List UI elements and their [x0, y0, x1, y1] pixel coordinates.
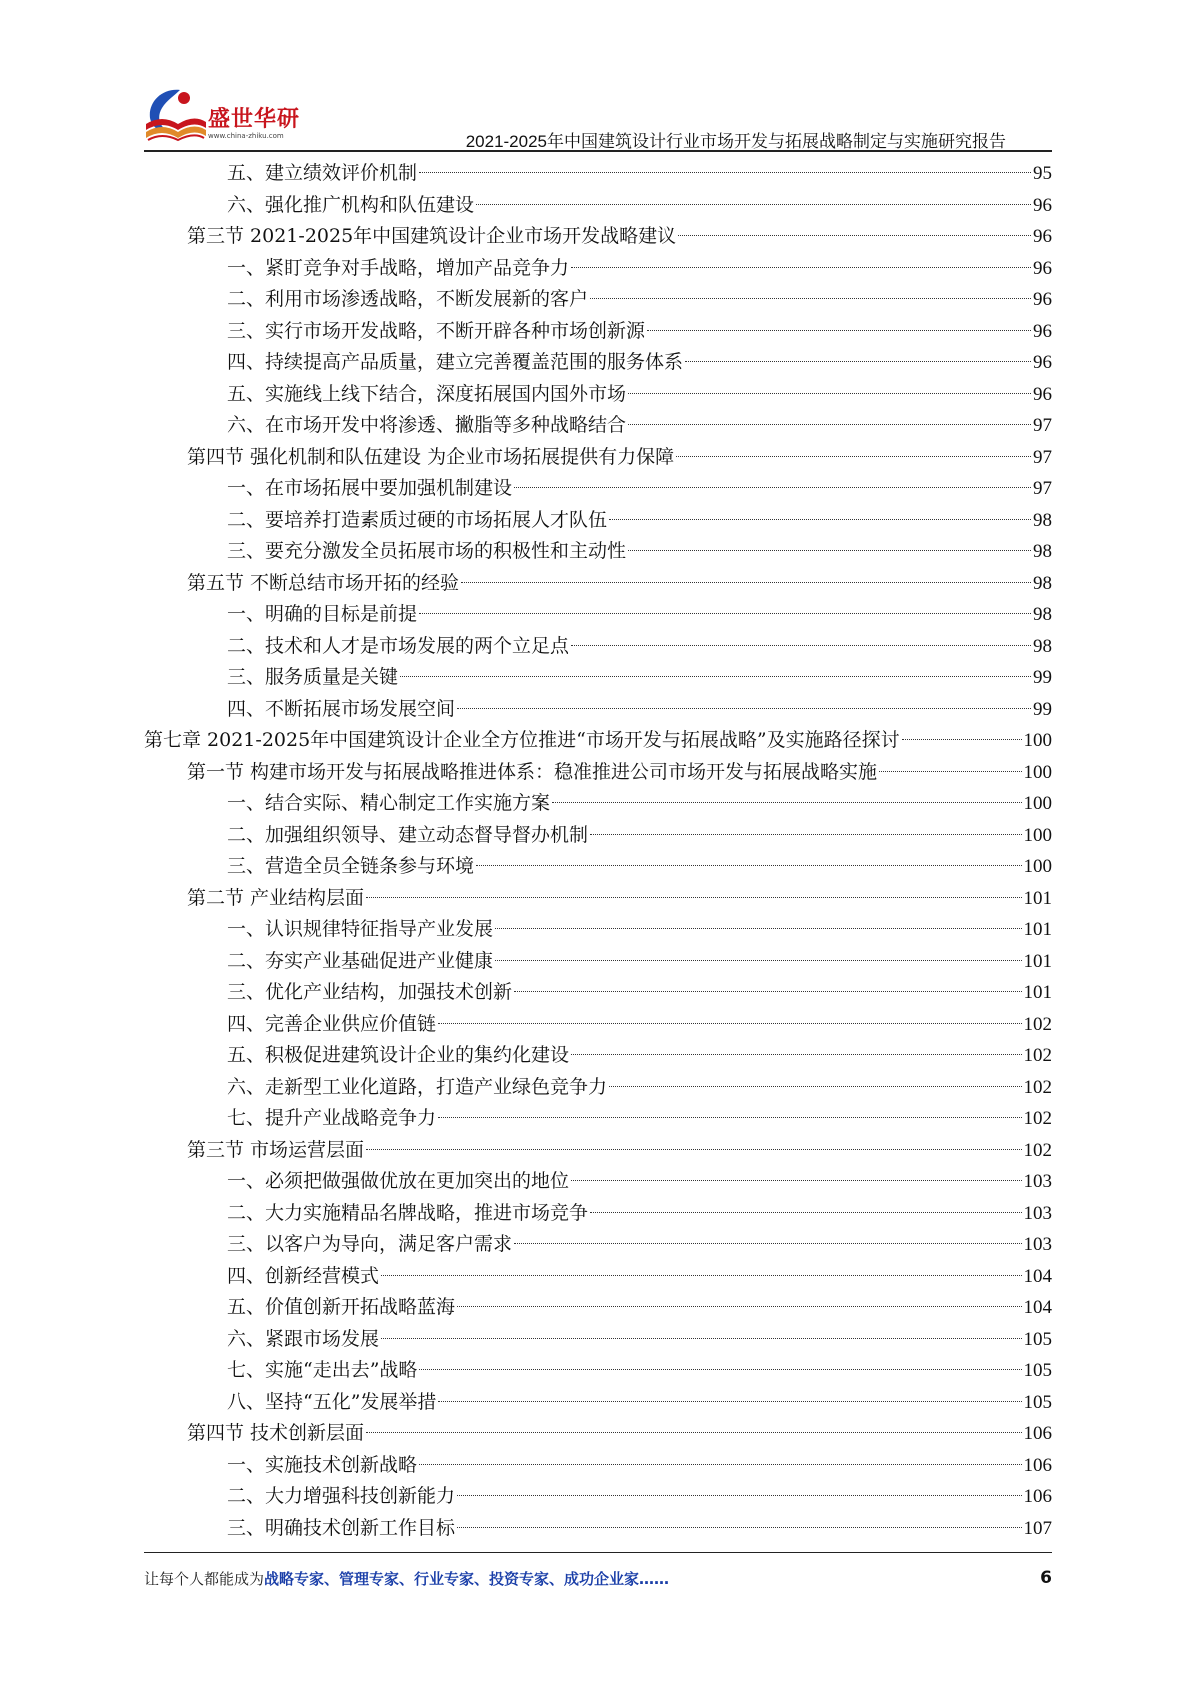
toc-leader-dots [571, 1180, 1021, 1181]
toc-entry[interactable] [144, 1418, 1052, 1450]
toc-entry[interactable] [144, 599, 1052, 631]
toc-entry-page: 95 [1033, 163, 1052, 184]
toc-entry[interactable] [144, 757, 1052, 789]
toc-entry-title: 四、持续提高产品质量，建立完善覆盖范围的服务体系 [227, 351, 684, 373]
toc-entry-page: 105 [1023, 1360, 1052, 1381]
toc-entry-title: 五、建立绩效评价机制 [227, 162, 418, 184]
toc-entry-page: 100 [1023, 793, 1052, 814]
toc-entry-page: 102 [1023, 1013, 1052, 1035]
toc-entry-title: 一、必须把做强做优放在更加突出的地位 [227, 1170, 570, 1192]
toc-entry-title: 二、夯实产业基础促进产业健康 [227, 949, 494, 972]
page-number: 6 [1040, 1568, 1052, 1588]
page-header [140, 80, 1052, 150]
toc-leader-dots [514, 1243, 1021, 1244]
toc-entry-page: 101 [1023, 919, 1052, 940]
toc-entry[interactable] [144, 1072, 1052, 1104]
toc-entry[interactable] [144, 694, 1052, 726]
toc-entry-title: 六、紧跟市场发展 [227, 1327, 380, 1350]
toc-entry-title: 六、强化推广机构和队伍建设 [227, 193, 475, 216]
toc-entry-page: 96 [1033, 352, 1052, 373]
toc-entry-title: 第二节 产业结构层面 [187, 886, 365, 909]
toc-entry[interactable] [144, 1513, 1052, 1545]
toc-leader-dots [419, 172, 1031, 173]
report-title: 2021-2025年中国建筑设计行业市场开发与拓展战略制定与实施研究报告 [465, 132, 1006, 151]
toc-entry-page: 100 [1023, 856, 1052, 877]
toc-entry[interactable] [144, 883, 1052, 915]
toc-entry-title: 七、实施“走出去”战略 [227, 1359, 418, 1381]
page-footer [144, 1568, 1052, 1592]
toc-leader-dots [400, 676, 1031, 677]
toc-entry-title: 第四节 强化机制和队伍建设 为企业市场拓展提供有力保障 [187, 445, 675, 468]
toc-leader-dots [609, 1086, 1021, 1087]
toc-leader-dots [381, 1338, 1021, 1339]
toc-leader-dots [495, 928, 1021, 929]
toc-entry[interactable] [144, 851, 1052, 883]
footer-slogan-roles: 战略专家、管理专家、行业专家、投资专家、成功企业家…… [264, 1570, 670, 1588]
toc-entry-title: 一、明确的目标是前提 [227, 603, 418, 625]
toc-entry-page: 97 [1033, 446, 1052, 468]
toc-entry-title: 第一节 构建市场开发与拓展战略推进体系：稳准推进公司市场开发与拓展战略实施 [187, 760, 878, 783]
toc-entry-title: 第七章 2021-2025年中国建筑设计企业全方位推进“市场开发与拓展战略”及实施路径探讨 [144, 729, 900, 751]
toc-leader-dots [571, 267, 1031, 268]
toc-entry[interactable] [144, 1103, 1052, 1135]
toc-entry-page: 104 [1023, 1265, 1052, 1287]
toc-entry-page: 101 [1023, 950, 1052, 972]
toc-leader-dots [457, 1527, 1021, 1528]
toc-entry[interactable] [144, 1450, 1052, 1482]
toc-entry[interactable] [144, 536, 1052, 568]
toc-entry-page: 98 [1033, 541, 1052, 562]
toc-entry-title: 第五节 不断总结市场开拓的经验 [187, 571, 460, 594]
toc-entry-title: 三、以客户为导向，满足客户需求 [227, 1233, 513, 1255]
toc-entry[interactable] [144, 914, 1052, 946]
toc-leader-dots [902, 739, 1022, 740]
toc-leader-dots [514, 487, 1031, 488]
toc-leader-dots [685, 361, 1031, 362]
logo-emblem-icon [140, 84, 210, 148]
toc-entry-title: 三、要充分激发全员拓展市场的积极性和主动性 [227, 540, 627, 562]
toc-entry-title: 八、坚持“五化”发展举措 [227, 1390, 437, 1413]
toc-entry-title: 六、走新型工业化道路，打造产业绿色竞争力 [227, 1075, 608, 1098]
toc-entry[interactable] [144, 1324, 1052, 1356]
toc-entry-page: 96 [1033, 257, 1052, 279]
toc-entry-page: 103 [1023, 1171, 1052, 1192]
logo-text: 盛世华研 [208, 107, 301, 132]
table-of-contents [144, 158, 1052, 1544]
toc-entry[interactable] [144, 379, 1052, 411]
toc-entry-page: 100 [1023, 824, 1052, 846]
toc-leader-dots [419, 1369, 1021, 1370]
toc-entry-title: 三、营造全员全链条参与环境 [227, 855, 475, 877]
toc-leader-dots [476, 204, 1031, 205]
toc-entry-page: 99 [1033, 667, 1052, 688]
toc-leader-dots [678, 235, 1031, 236]
toc-leader-dots [438, 1117, 1021, 1118]
toc-leader-dots [571, 1054, 1021, 1055]
toc-entry-title: 二、要培养打造素质过硬的市场拓展人才队伍 [227, 508, 608, 531]
toc-entry-page: 106 [1023, 1486, 1052, 1507]
toc-leader-dots [457, 1495, 1021, 1496]
toc-entry[interactable] [144, 1009, 1052, 1041]
toc-entry[interactable] [144, 788, 1052, 820]
toc-leader-dots [590, 298, 1031, 299]
toc-entry-page: 96 [1033, 383, 1052, 405]
toc-entry[interactable] [144, 1481, 1052, 1513]
toc-entry-page: 100 [1023, 730, 1052, 751]
toc-entry[interactable] [144, 725, 1052, 757]
toc-entry-title: 三、优化产业结构，加强技术创新 [227, 981, 513, 1003]
toc-entry[interactable] [144, 1355, 1052, 1387]
footer-divider [144, 1552, 1052, 1553]
toc-entry-title: 三、服务质量是关键 [227, 666, 399, 688]
toc-entry[interactable] [144, 442, 1052, 474]
toc-leader-dots [366, 1149, 1021, 1150]
toc-entry[interactable] [144, 1166, 1052, 1198]
toc-leader-dots [676, 456, 1031, 457]
toc-entry-title: 一、紧盯竞争对手战略，增加产品竞争力 [227, 256, 570, 279]
toc-entry-page: 103 [1023, 1234, 1052, 1255]
toc-entry[interactable] [144, 284, 1052, 316]
toc-entry[interactable] [144, 1135, 1052, 1167]
toc-entry[interactable] [144, 1198, 1052, 1230]
toc-entry-title: 第三节 2021-2025年中国建筑设计企业市场开发战略建议 [187, 225, 677, 247]
toc-entry-page: 102 [1023, 1045, 1052, 1066]
toc-entry-page: 101 [1023, 887, 1052, 909]
toc-entry[interactable] [144, 158, 1052, 190]
toc-entry-page: 106 [1023, 1454, 1052, 1476]
toc-entry[interactable] [144, 820, 1052, 852]
toc-entry-title: 五、积极促进建筑设计企业的集约化建设 [227, 1044, 570, 1066]
toc-entry[interactable] [144, 190, 1052, 222]
toc-entry-title: 三、实行市场开发战略，不断开辟各种市场创新源 [227, 319, 646, 342]
toc-entry-title: 五、价值创新开拓战略蓝海 [227, 1296, 456, 1318]
toc-leader-dots [590, 834, 1021, 835]
toc-entry-title: 一、认识规律特征指导产业发展 [227, 918, 494, 940]
toc-leader-dots [461, 582, 1031, 583]
toc-leader-dots [609, 519, 1031, 520]
toc-entry[interactable] [144, 1387, 1052, 1419]
toc-entry-title: 第四节 技术创新层面 [187, 1422, 365, 1444]
toc-leader-dots [438, 1401, 1021, 1402]
toc-entry[interactable] [144, 473, 1052, 505]
toc-entry-title: 六、在市场开发中将渗透、撇脂等多种战略结合 [227, 414, 627, 436]
toc-entry-page: 96 [1033, 289, 1052, 310]
toc-entry[interactable] [144, 253, 1052, 285]
toc-entry[interactable] [144, 1261, 1052, 1293]
toc-leader-dots [628, 424, 1031, 425]
toc-entry-title: 一、在市场拓展中要加强机制建设 [227, 477, 513, 499]
toc-leader-dots [419, 613, 1031, 614]
toc-entry[interactable] [144, 631, 1052, 663]
toc-entry-page: 102 [1023, 1139, 1052, 1161]
toc-leader-dots [571, 645, 1031, 646]
toc-entry-page: 103 [1023, 1202, 1052, 1224]
toc-entry-page: 105 [1023, 1391, 1052, 1413]
toc-leader-dots [438, 1023, 1021, 1024]
toc-entry[interactable] [144, 1229, 1052, 1261]
toc-entry[interactable] [144, 946, 1052, 978]
toc-entry[interactable] [144, 410, 1052, 442]
toc-entry-page: 99 [1033, 698, 1052, 720]
toc-entry-page: 101 [1023, 982, 1052, 1003]
toc-entry[interactable] [144, 316, 1052, 348]
toc-leader-dots [628, 393, 1031, 394]
toc-leader-dots [381, 1275, 1021, 1276]
toc-leader-dots [366, 897, 1021, 898]
toc-leader-dots [647, 330, 1031, 331]
toc-entry-title: 二、利用市场渗透战略，不断发展新的客户 [227, 288, 589, 310]
toc-entry[interactable] [144, 662, 1052, 694]
toc-entry-page: 100 [1023, 761, 1052, 783]
toc-entry-title: 一、结合实际、精心制定工作实施方案 [227, 792, 551, 814]
toc-entry-page: 98 [1033, 604, 1052, 625]
toc-entry-title: 三、明确技术创新工作目标 [227, 1516, 456, 1539]
toc-entry[interactable] [144, 568, 1052, 600]
logo-url: www.china-zhiku.com [208, 132, 284, 140]
toc-leader-dots [495, 960, 1021, 961]
footer-slogan-prefix: 让每个人都能成为 [144, 1570, 265, 1588]
toc-entry-title: 七、提升产业战略竞争力 [227, 1107, 437, 1129]
toc-entry-page: 105 [1023, 1328, 1052, 1350]
toc-leader-dots [366, 1432, 1021, 1433]
toc-entry-page: 97 [1033, 478, 1052, 499]
toc-entry-page: 98 [1033, 509, 1052, 531]
toc-leader-dots [476, 865, 1021, 866]
toc-entry-page: 102 [1023, 1076, 1052, 1098]
toc-entry-title: 二、大力实施精品名牌战略，推进市场竞争 [227, 1201, 589, 1224]
toc-entry[interactable] [144, 505, 1052, 537]
toc-entry-title: 四、完善企业供应价值链 [227, 1012, 437, 1035]
toc-entry-title: 一、实施技术创新战略 [227, 1453, 418, 1476]
toc-entry-page: 97 [1033, 415, 1052, 436]
toc-entry-page: 104 [1023, 1297, 1052, 1318]
toc-leader-dots [419, 1464, 1021, 1465]
toc-entry-page: 107 [1023, 1517, 1052, 1539]
toc-entry-page: 96 [1033, 226, 1052, 247]
toc-leader-dots [457, 1306, 1021, 1307]
toc-entry-title: 第三节 市场运营层面 [187, 1138, 365, 1161]
toc-leader-dots [879, 771, 1021, 772]
toc-leader-dots [590, 1212, 1021, 1213]
toc-entry[interactable] [144, 1040, 1052, 1072]
header-divider [144, 150, 1052, 152]
toc-entry-title: 五、实施线上线下结合，深度拓展国内国外市场 [227, 382, 627, 405]
toc-entry-title: 四、创新经营模式 [227, 1264, 380, 1287]
toc-entry[interactable] [144, 221, 1052, 253]
toc-entry-page: 102 [1023, 1108, 1052, 1129]
toc-entry[interactable] [144, 977, 1052, 1009]
toc-entry-page: 96 [1033, 194, 1052, 216]
toc-leader-dots [628, 550, 1031, 551]
toc-leader-dots [457, 708, 1031, 709]
toc-entry-page: 98 [1033, 635, 1052, 657]
toc-entry-page: 98 [1033, 572, 1052, 594]
toc-entry-title: 二、技术和人才是市场发展的两个立足点 [227, 634, 570, 657]
toc-entry[interactable] [144, 347, 1052, 379]
company-logo [140, 84, 310, 148]
toc-leader-dots [514, 991, 1021, 992]
toc-entry-title: 四、不断拓展市场发展空间 [227, 697, 456, 720]
toc-entry-page: 106 [1023, 1423, 1052, 1444]
toc-entry[interactable] [144, 1292, 1052, 1324]
toc-entry-page: 96 [1033, 320, 1052, 342]
toc-leader-dots [552, 802, 1021, 803]
toc-entry-title: 二、大力增强科技创新能力 [227, 1485, 456, 1507]
toc-entry-title: 二、加强组织领导、建立动态督导督办机制 [227, 823, 589, 846]
